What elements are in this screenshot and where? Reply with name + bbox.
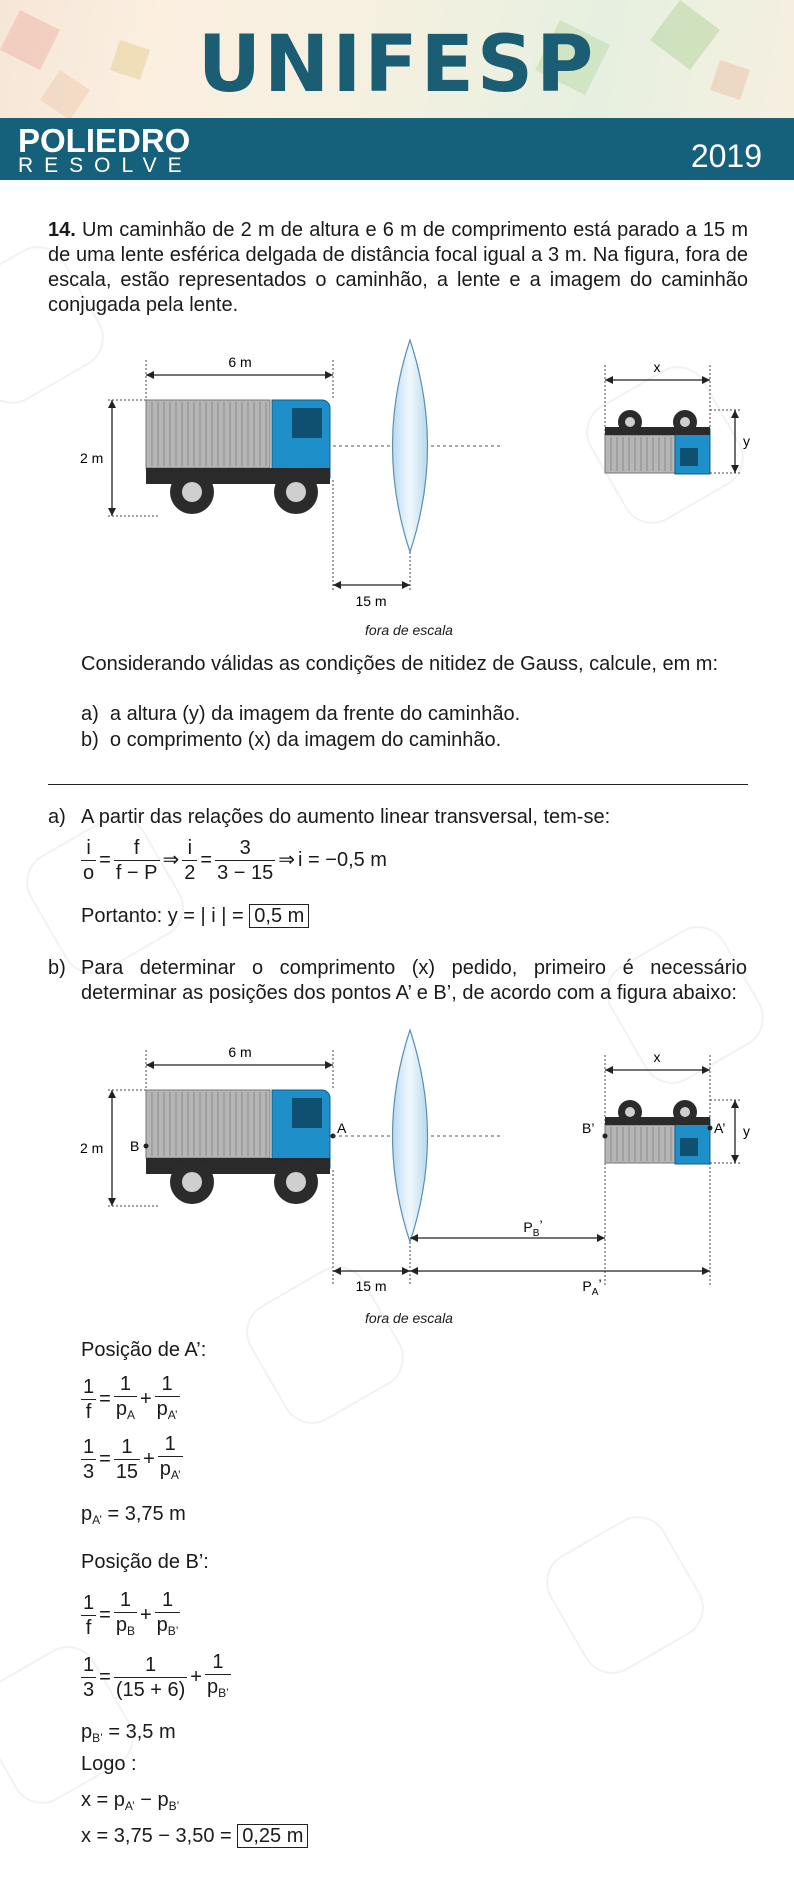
posB-result: $p_{B’} = 3,5$ m [81,1721,176,1745]
solution-a-portanto: Portanto: y = | i | = 0,5 m [81,904,309,929]
lens-icon [393,340,428,552]
fig2-label-PB: $P_B$’ [523,1217,543,1239]
question-text [48,218,748,318]
divider [48,784,748,785]
solution-b-intro: Para determinar o comprimento (x) pedido, primeiro é necessário determinar as posições dos pontos A’ e B’, de acordo com a figura abaixo: [81,957,747,1004]
posB-eq2: $\frac{1}{3}$ = $\frac{1}{(15 + 6)}$ + $\frac{1}{p_{B’}}$ [83,1651,229,1701]
posB-title: Posição de B’: [81,1551,209,1573]
solution-a-equation: $\frac{i}{o}$ = $\frac{f}{f - P}$ ⇒ $\frac{i}{2}$ = $\frac{3}{3 - 15}$ ⇒ i = −0,5 m [83,837,387,884]
fig2-label-15m: 15 m [355,1278,387,1294]
fig2-label-PA: $P_A$’ [582,1276,602,1298]
logo-resolve: RESOLVE [18,154,193,177]
posA-eq2: $\frac{1}{3}$ = $\frac{1}{15}$ + $\frac{1}{p_{A’}}$ [83,1433,181,1483]
fig2-label-x: x [653,1049,661,1065]
item-b: b) o comprimento (x) da imagem do caminhão. [81,729,502,751]
label-15m: 15 m [355,593,387,609]
label-x: x [653,359,661,375]
fig2-label-Bp: B’ [582,1120,595,1136]
lens-icon [393,1030,428,1242]
posA-result: $p_{A’} = 3,75$ m [81,1503,186,1527]
figure2-caption: fora de escala [365,1310,453,1326]
fig2-label-A: A [337,1120,347,1136]
figure-truck-lens [60,330,760,610]
image-truck-icon [605,1100,710,1164]
fig2-label-2m: 2 m [80,1140,104,1156]
truck-icon [146,1090,330,1204]
fig2-label-y: y [743,1123,750,1139]
year-label: 2019 [690,138,762,174]
item-a: a) a altura (y) da imagem da frente do caminhão. [81,703,521,725]
fig2-label-B: B [130,1138,140,1154]
posA-eq1: $\frac{1}{f}$ = $\frac{1}{p_A}$ + $\frac{1}{p_{A’}}$ [83,1373,178,1423]
question-prompt: Considerando válidas as condições de nitidez de Gauss, calcule, em m: [81,653,719,675]
label-6m: 6 m [228,354,252,370]
label-y: y [743,433,750,449]
answer-b-box: 0,25 m [237,1824,308,1848]
x-eq2: x = 3,75 − 3,50 = 0,25 m [81,1824,308,1848]
posA-title: Posição de A’: [81,1339,207,1361]
logo-poliedro: POLIEDRO [18,122,191,159]
posB-eq1: $\frac{1}{f}$ = $\frac{1}{p_B}$ + $\frac{1}{p_{B’}}$ [83,1589,179,1639]
logo-label: Logo : [81,1753,137,1775]
question-number: 14. [48,219,76,241]
solution-a-marker: a) [48,806,66,828]
figure1-caption: fora de escala [365,622,453,638]
solution-a-intro: A partir das relações do aumento linear transversal, tem-se: [81,806,611,828]
image-truck-icon [605,410,710,474]
answer-a-box: 0,5 m [249,904,309,928]
truck-icon [146,400,330,514]
x-eq1: $x = p_{A’} - p_{B’}$ [81,1789,180,1813]
fig2-label-6m: 6 m [228,1044,252,1060]
solution-b-marker: b) [48,957,66,979]
brand-title: UNIFESP [197,20,597,110]
label-2m: 2 m [80,450,104,466]
question-body: Um caminhão de 2 m de altura e 6 m de comprimento está parado a 15 m de uma lente esférica delgada de distância focal igual a 3 m. Na figura, fora de escala, estão representados o caminhão, a lente e a imagem do caminhão conjugada pela lente. [48,219,749,316]
figure-truck-lens-points [60,1020,760,1320]
fig2-label-Ap: A’ [714,1120,726,1136]
